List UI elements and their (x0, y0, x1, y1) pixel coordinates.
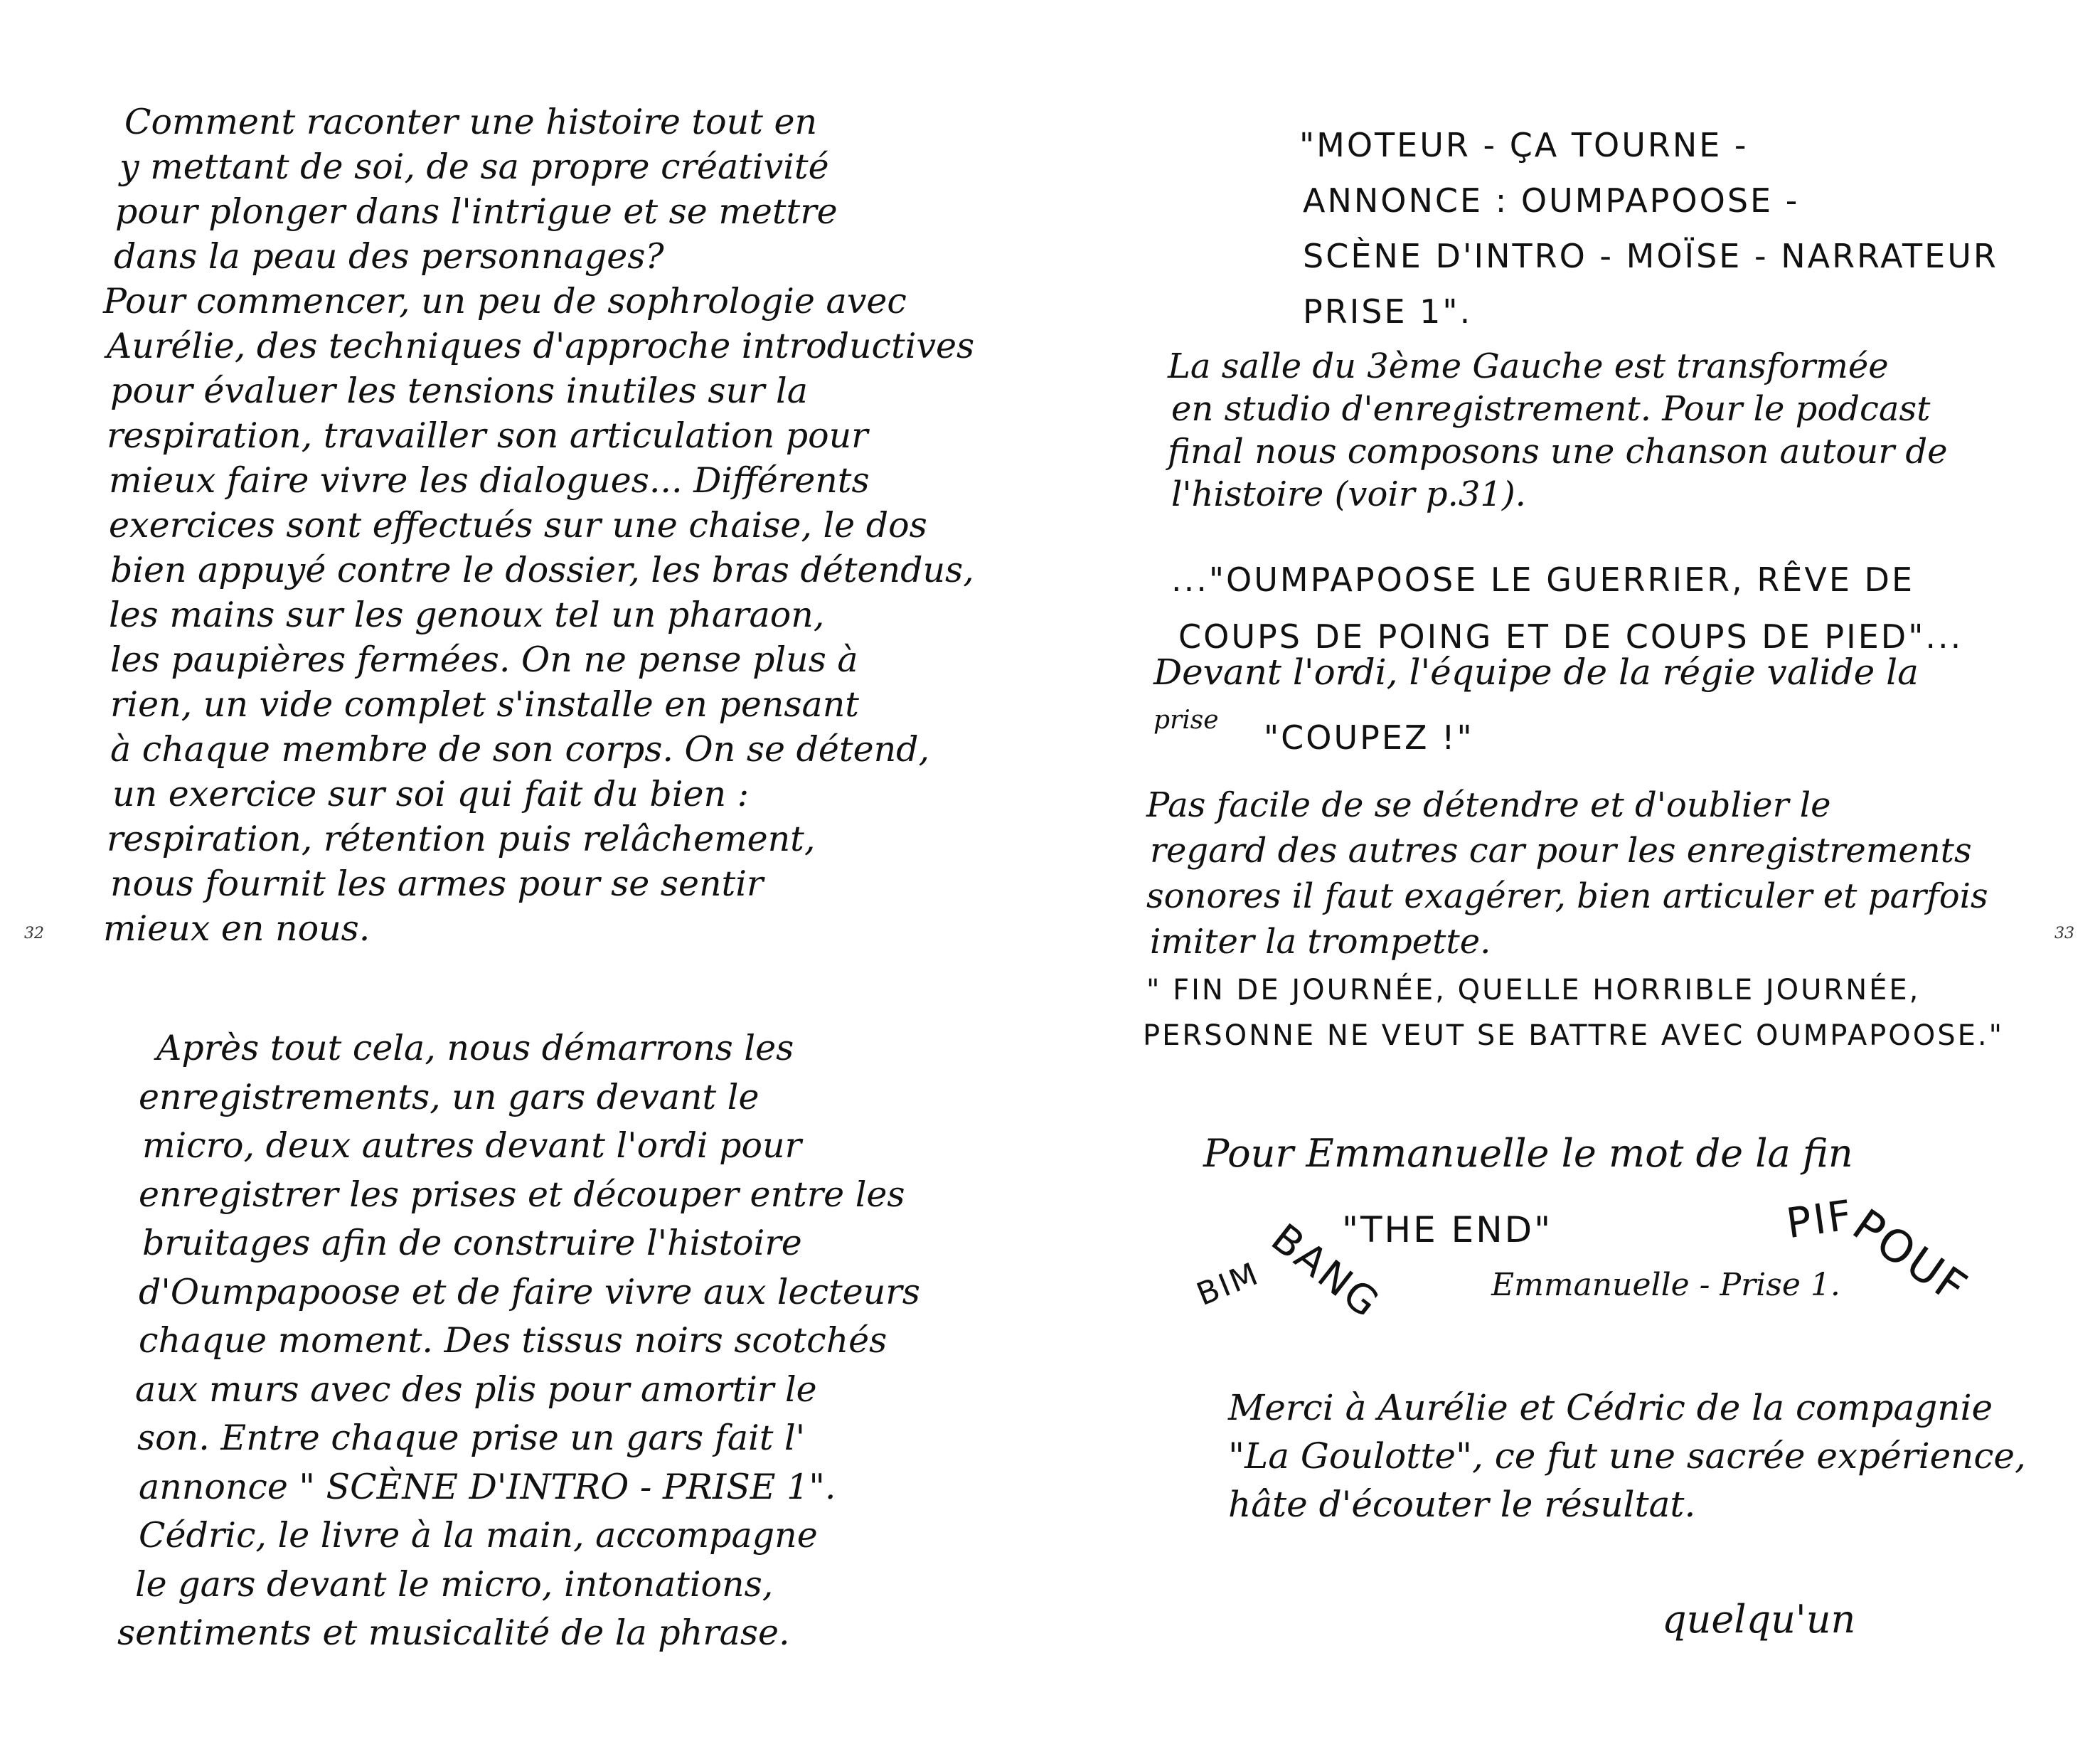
handwritten-line: final nous composons une chanson autour de (1168, 432, 1948, 472)
handwritten-line: "La Goulotte", ce fut une sacrée expérience, (1228, 1435, 2026, 1477)
handwritten-line: chaque moment. Des tissus noirs scotchés (139, 1320, 888, 1361)
handwritten-line: exercices sont effectués sur une chaise, le dos (109, 505, 927, 546)
handwritten-line: un exercice sur soi qui fait du bien : (112, 774, 750, 814)
handwritten-line: aux murs avec des plis pour amortir le (135, 1369, 817, 1410)
handwritten-line: pour évaluer les tensions inutiles sur la (110, 371, 808, 411)
bang-onomatopoeia: BANG (1262, 1215, 1389, 1328)
regie-text: Devant l'ordi, l'équipe de la régie valide la (1153, 652, 1919, 693)
exaggerate-paragraph (1146, 782, 1988, 965)
day-end-line: " FIN DE JOURNÉE, QUELLE HORRIBLE JOURNÉE, (1146, 974, 1921, 1006)
credit-text: Emmanuelle - Prise 1. (1491, 1267, 1840, 1303)
clapper-line: "MOTEUR - ÇA TOURNE - (1299, 126, 1749, 164)
handwritten-line: l'histoire (voir p.31). (1171, 474, 1526, 514)
handwritten-line: mieux faire vivre les dialogues... Différents (109, 460, 870, 501)
left-paragraph-intro (103, 100, 975, 951)
handwritten-line: bien appuyé contre le dossier, les bras détendus, (110, 550, 974, 590)
right-page (1050, 0, 2100, 1764)
handwritten-line: Après tout cela, nous démarrons les (156, 1028, 794, 1068)
handwritten-line: son. Entre chaque prise un gars fait l' (137, 1418, 806, 1458)
handwritten-line: sentiments et musicalité de la phrase. (117, 1612, 790, 1653)
handwritten-line: enregistrer les prises et découper entre les (139, 1174, 905, 1215)
handwritten-line: respiration, travailler son articulation pour (107, 415, 868, 456)
pouf-onomatopoeia: POUF (1843, 1199, 1978, 1314)
handwritten-line: mieux en nous. (103, 908, 371, 949)
handwritten-line: les mains sur les genoux tel un pharaon, (109, 595, 825, 635)
regie-text-prise: prise (1153, 706, 1219, 735)
song-line: ..."OUMPAPOOSE LE GUERRIER, RÊVE DE (1171, 560, 1915, 599)
handwritten-line: dans la peau des personnages? (114, 236, 664, 277)
handwritten-line: nous fournit les armes pour se sentir (110, 864, 764, 904)
song-line: COUPS DE POING ET DE COUPS DE PIED"... (1178, 617, 1963, 656)
clapper-line: ANNONCE : OUMPAPOOSE - (1303, 181, 1800, 220)
handwritten-line: Merci à Aurélie et Cédric de la compagnie (1228, 1387, 1993, 1428)
handwritten-line: Pour commencer, un peu de sophrologie avec (103, 281, 907, 322)
handwritten-line: les paupières fermées. On ne pense plus à (110, 639, 858, 680)
handwritten-line: imiter la trompette. (1150, 922, 1491, 962)
studio-paragraph (1168, 345, 1948, 516)
handwritten-line: Cédric, le livre à la main, accompagne (139, 1515, 818, 1556)
handwritten-line: bruitages afin de construire l'histoire (142, 1223, 802, 1263)
day-end-quote (1143, 967, 2004, 1058)
clapper-announcement (1299, 117, 1998, 339)
pif-onomatopoeia: PIF (1783, 1190, 1857, 1248)
handwritten-line: y mettant de soi, de sa propre créativité (119, 147, 829, 187)
handwritten-line: en studio d'enregistrement. Pour le podcast (1171, 389, 1931, 429)
handwritten-line: enregistrements, un gars devant le (139, 1076, 759, 1117)
song-lyrics (1171, 551, 1963, 665)
handwritten-line: le gars devant le micro, intonations, (135, 1563, 774, 1605)
handwritten-line: sonores il faut exagérer, bien articuler et parfois (1146, 876, 1988, 916)
clapper-line: SCÈNE D'INTRO - MOÏSE - NARRATEUR (1303, 237, 1998, 275)
thanks-paragraph (1228, 1383, 2026, 1529)
handwritten-line: à chaque membre de son corps. On se détend, (110, 729, 930, 770)
coupez-exclamation: "COUPEZ !" (1264, 718, 1474, 757)
handwritten-line: Pas facile de se détendre et d'oublier le (1146, 785, 1831, 825)
handwritten-line: annonce " SCÈNE D'INTRO - PRISE 1". (139, 1466, 836, 1507)
handwritten-line: micro, deux autres devant l'ordi pour (142, 1125, 802, 1166)
bim-onomatopoeia: BIM (1191, 1255, 1265, 1314)
handwritten-line: respiration, rétention puis relâchement, (107, 819, 816, 859)
clapper-line: PRISE 1". (1303, 292, 1473, 331)
left-paragraph-recording (117, 1024, 920, 1658)
day-end-line: PERSONNE NE VEUT SE BATTRE AVEC OUMPAPOOSE." (1143, 1019, 2005, 1052)
page-number-right: 33 (2054, 925, 2074, 942)
page-number-left: 32 (24, 925, 44, 942)
handwritten-line: Aurélie, des techniques d'approche introductives (107, 326, 975, 366)
handwritten-line: regard des autres car pour les enregistrements (1150, 831, 1972, 871)
final-word-intro: Pour Emmanuelle le mot de la fin (1203, 1131, 1853, 1176)
signature: quelqu'un (1662, 1597, 1856, 1642)
handwritten-line: hâte d'écouter le résultat. (1228, 1484, 1696, 1525)
handwritten-line: Comment raconter une histoire tout en (124, 102, 818, 142)
handwritten-line: pour plonger dans l'intrigue et se mettre (115, 191, 838, 232)
handwritten-line: La salle du 3ème Gauche est transformée (1168, 346, 1889, 386)
handwritten-line: rien, un vide complet s'installe en pensant (110, 684, 859, 725)
handwritten-line: d'Oumpapoose et de faire vivre aux lecteurs (139, 1271, 920, 1312)
the-end-quote: "THE END" (1342, 1209, 1553, 1250)
